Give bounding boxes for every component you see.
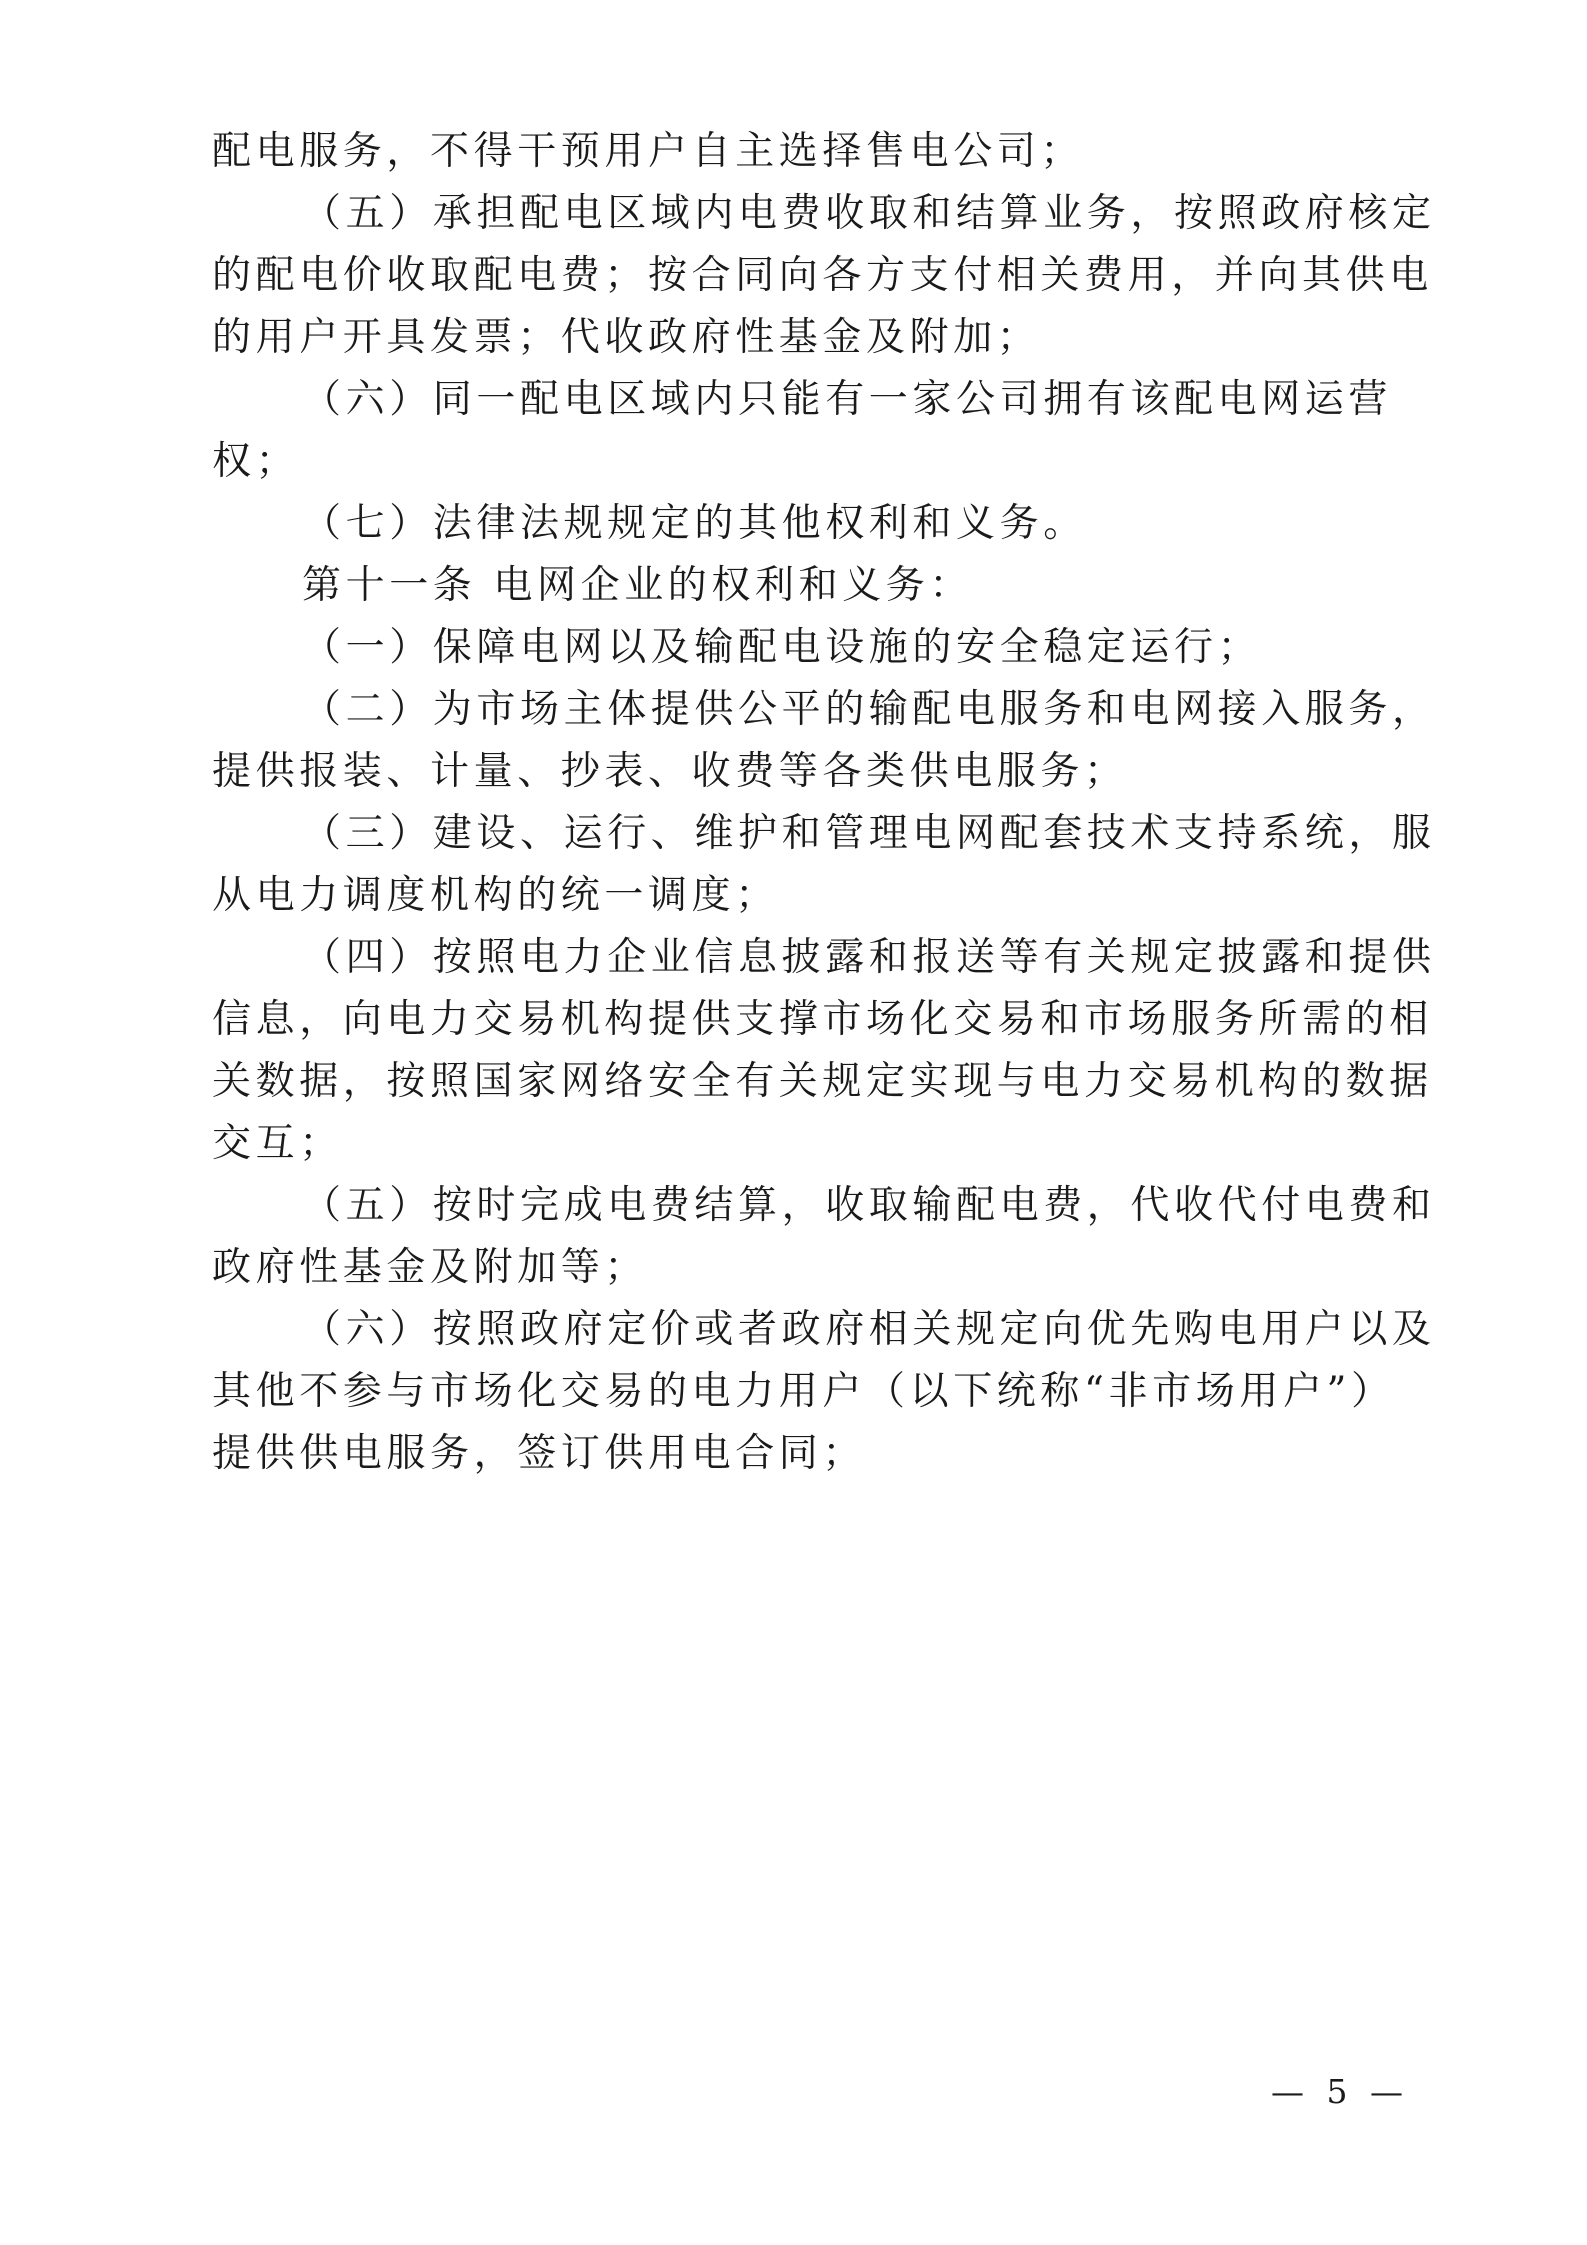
text-line: （二）为市场主体提供公平的输配电服务和电网接入服务， (302, 687, 1436, 732)
text-line: 权； (212, 439, 300, 484)
text-line: 交互； (212, 1121, 343, 1166)
text-line: （四）按照电力企业信息披露和报送等有关规定披露和提供 (302, 935, 1436, 980)
text-line: （六）同一配电区域内只能有一家公司拥有该配电网运营 (302, 377, 1393, 422)
text-line: 从电力调度机构的统一调度； (212, 873, 779, 918)
text-line: 关数据，按照国家网络安全有关规定实现与电力交易机构的数据 (212, 1059, 1433, 1104)
text-line: 提供供电服务，签订供用电合同； (212, 1431, 867, 1476)
text-line: 的配电价收取配电费；按合同向各方支付相关费用，并向其供电 (212, 253, 1433, 298)
text-line: （五）承担配电区域内电费收取和结算业务，按照政府核定 (302, 191, 1436, 236)
text-line: （六）按照政府定价或者政府相关规定向优先购电用户以及 (302, 1307, 1436, 1352)
text-line: 配电服务，不得干预用户自主选择售电公司； (212, 129, 1085, 174)
text-line: （三）建设、运行、维护和管理电网配套技术支持系统，服 (302, 811, 1436, 856)
text-line: （一）保障电网以及输配电设施的安全稳定运行； (302, 625, 1262, 670)
text-line: （五）按时完成电费结算，收取输配电费，代收代付电费和 (302, 1183, 1436, 1228)
text-line: 政府性基金及附加等； (212, 1245, 649, 1290)
page-number: — 5 — (1271, 2072, 1409, 2111)
text-line: 的用户开具发票；代收政府性基金及附加； (212, 315, 1041, 360)
text-line: （七）法律法规规定的其他权利和义务。 (302, 501, 1087, 546)
text-line: 其他不参与市场化交易的电力用户（以下统称“非市场用户”） (212, 1369, 1395, 1414)
text-line: 提供报装、计量、抄表、收费等各类供电服务； (212, 749, 1128, 794)
article-heading: 第十一条 电网企业的权利和义务： (302, 563, 973, 608)
text-line: 信息，向电力交易机构提供支撑市场化交易和市场服务所需的相 (212, 997, 1433, 1042)
